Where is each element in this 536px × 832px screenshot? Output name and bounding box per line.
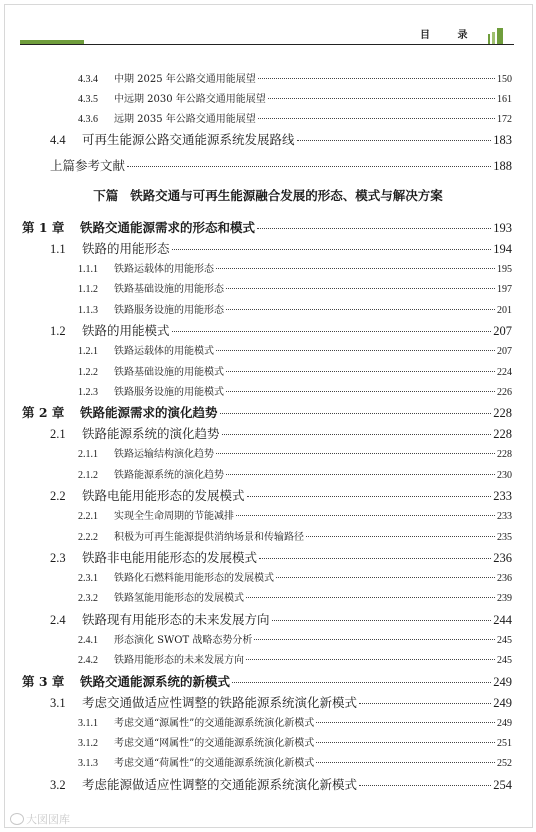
entry-title: 铁路基础设施的用能形态 [114,284,224,296]
entry-page-number: 233 [493,489,512,504]
entry-page-number: 195 [497,264,512,275]
dot-leader [306,536,495,537]
dot-leader [226,288,495,289]
entry-title: 铁路化石燃料能用能形态的发展模式 [114,573,274,584]
entry-number: 3.1 [50,695,66,710]
entry-page-number: 254 [493,777,512,792]
entry-page-number: 244 [493,612,512,627]
entry-page-number: 197 [497,284,512,296]
toc-subsection-entry[interactable] [78,714,512,729]
entry-page-number: 230 [497,469,512,481]
toc-subsection-entry[interactable] [78,589,512,604]
entry-title: 上篇参考文献 [50,158,126,173]
header-decoration [488,28,503,44]
entry-page-number: 236 [493,551,512,565]
entry-page-number: 207 [497,346,512,358]
entry-title: 铁路能源需求的演化趋势 [80,405,218,421]
entry-number: 3.1.1 [78,717,98,729]
entry-title: 铁路能源系统的演化趋势 [82,426,220,442]
dot-leader [226,371,495,372]
dot-leader [359,785,491,786]
entry-title: 实现全生命周期的节能减排 [114,511,234,523]
dot-leader [316,762,495,763]
dot-leader [226,391,495,392]
entry-number: 1.2 [50,324,66,339]
entry-title: 铁路交通能源系统的新模式 [80,673,231,689]
toc-subsection-entry[interactable] [78,301,512,316]
entry-number: 1.1.3 [78,304,98,316]
toc-subsection-entry[interactable] [78,260,512,275]
toc-subsection-entry[interactable] [78,507,512,522]
toc-chapter-entry[interactable] [22,218,512,236]
entry-title: 中远期 2030 年公路交通用能展望 [114,94,266,105]
dot-leader [220,413,492,414]
dot-leader [268,98,495,99]
watermark-text: 大図図库 [26,813,70,826]
toc-section-entry[interactable] [50,424,512,442]
dot-leader [316,722,495,723]
entry-number: 2.3.2 [78,593,98,605]
entry-page-number: 245 [497,655,512,667]
toc-section-entry[interactable] [50,693,512,711]
toc-section-entry[interactable] [50,775,512,793]
entry-page-number: 245 [497,634,512,646]
part-heading [0,186,536,204]
dot-leader [254,639,495,640]
entry-page-number: 252 [497,758,512,770]
dot-leader [222,434,492,435]
entry-number: 第 2 章 [22,405,65,421]
toc-subsection-entry[interactable] [78,528,512,543]
entry-title: 铁路用能形态的未来发展方向 [114,655,244,667]
entry-number: 2.2.2 [78,531,98,543]
toc-section-entry[interactable] [50,486,512,504]
entry-number: 3.1.2 [78,738,98,749]
entry-page-number: 207 [493,324,512,339]
entry-number: 2.2 [50,489,66,504]
part-label: 下篇 [93,188,119,203]
watermark-logo-icon [10,813,24,825]
entry-page-number: 239 [497,593,512,605]
dot-leader [316,742,495,743]
entry-page-number: 150 [497,74,512,85]
entry-page-number: 194 [493,242,512,256]
entry-page-number: 172 [497,114,512,125]
entry-number: 2.4 [50,612,66,627]
entry-title: 铁路的用能形态 [82,241,170,256]
entry-title: 考虑交通“网属性”的交通能源系统演化新模式 [114,738,315,749]
toc-subsection-entry[interactable] [78,734,512,749]
entry-title: 积极为可再生能源提供消纳场景和传输路径 [114,531,304,543]
entry-title: 铁路运输结构演化趋势 [114,449,214,461]
entry-number: 1.1.1 [78,264,98,275]
entry-number: 1.2.2 [78,366,98,378]
dot-leader [258,78,495,79]
dot-leader [226,474,495,475]
dot-leader [236,515,495,516]
dot-leader [276,577,495,578]
toc-subsection-entry[interactable] [78,651,512,666]
entry-number: 2.1.1 [78,449,98,461]
dot-leader [172,249,492,250]
entry-page-number: 251 [497,738,512,749]
entry-number: 1.2.1 [78,346,98,358]
entry-page-number: 201 [497,304,512,316]
entry-number: 2.4.1 [78,634,98,646]
entry-number: 2.1 [50,427,66,442]
entry-title: 铁路基础设施的用能模式 [114,366,224,378]
entry-page-number: 228 [497,449,512,461]
entry-title: 铁路运载体的用能模式 [114,346,214,358]
entry-number: 2.2.1 [78,511,98,523]
toc-subsection-entry[interactable] [78,70,512,85]
dot-leader [359,703,491,704]
toc-subsection-entry[interactable] [78,631,512,646]
toc-subsection-entry[interactable] [78,569,512,584]
entry-title: 铁路交通能源需求的形态和模式 [80,220,256,235]
entry-number: 2.3 [50,551,66,565]
entry-page-number: 228 [493,406,512,421]
entry-number: 4.3.4 [78,74,98,85]
entry-title: 铁路氢能用能形态的发展模式 [114,593,244,605]
entry-title: 考虑交通“源属性”的交通能源系统演化新模式 [114,717,315,729]
entry-page-number: 249 [493,674,512,689]
entry-page-number: 236 [497,573,512,584]
entry-number: 2.3.1 [78,573,98,584]
toc-subsection-entry[interactable] [78,363,512,378]
dot-leader [297,140,492,141]
dot-leader [246,597,495,598]
toc-chapter-entry[interactable] [22,672,512,690]
dot-leader [258,118,495,119]
entry-page-number: 249 [493,695,512,710]
entry-title: 铁路的用能模式 [82,323,170,339]
entry-number: 1.1.2 [78,284,98,296]
entry-number: 4.3.5 [78,94,98,105]
entry-title: 考虑能源做适应性调整的交通能源系统演化新模式 [82,776,358,792]
toc-subsection-entry[interactable] [78,754,512,769]
part-title: 铁路交通与可再生能源融合发展的形态、模式与解决方案 [130,188,443,203]
dot-leader [272,620,492,621]
entry-title: 铁路现有用能形态的未来发展方向 [82,611,270,627]
entry-title: 铁路服务设施的用能形态 [114,304,224,316]
entry-title: 考虑交通做适应性调整的铁路能源系统演化新模式 [82,694,358,710]
entry-number: 1.2.3 [78,387,98,398]
entry-title: 中期 2025 年公路交通用能展望 [114,74,256,85]
dot-leader [216,268,495,269]
entry-number: 1.1 [50,242,66,256]
toc-subsection-entry[interactable] [78,342,512,357]
entry-number: 2.1.2 [78,469,98,481]
dot-leader [232,682,491,683]
watermark [10,811,70,827]
toc-subsection-entry[interactable] [78,280,512,295]
toc-subsection-entry[interactable] [78,110,512,125]
header-rule [20,44,514,45]
toc-subsection-entry[interactable] [78,383,512,398]
toc-subsection-entry[interactable] [78,466,512,481]
entry-page-number: 226 [497,387,512,398]
entry-page-number: 161 [497,94,512,105]
entry-page-number: 183 [493,133,512,147]
toc-section-entry[interactable] [50,239,512,257]
entry-number: 4.4 [50,133,66,147]
entry-page-number: 224 [497,366,512,378]
dot-leader [216,350,495,351]
dot-leader [127,166,491,167]
toc-subsection-entry[interactable] [78,445,512,460]
entry-title: 铁路能源系统的演化趋势 [114,469,224,481]
dot-leader [257,228,491,229]
toc-section-entry[interactable] [50,130,512,148]
entry-page-number: 235 [497,531,512,543]
entry-page-number: 188 [493,159,512,173]
entry-page-number: 249 [497,717,512,729]
entry-page-number: 193 [493,221,512,235]
dot-leader [246,659,495,660]
entry-title: 铁路运载体的用能形态 [114,264,214,275]
toc-section-entry[interactable] [50,610,512,628]
dot-leader [226,309,495,310]
dot-leader [247,496,492,497]
dot-leader [259,558,491,559]
dot-leader [216,453,495,454]
toc-chapter-entry[interactable] [22,403,512,421]
entry-title: 考虑交通“荷属性”的交通能源系统演化新模式 [114,758,315,770]
entry-title: 铁路电能用能形态的发展模式 [82,488,245,504]
entry-title: 远期 2035 年公路交通用能展望 [114,114,256,125]
entry-title: 铁路非电能用能形态的发展模式 [82,550,258,565]
entry-title: 铁路服务设施的用能模式 [114,387,224,398]
entry-number: 2.4.2 [78,655,98,667]
entry-page-number: 233 [497,511,512,523]
entry-number: 4.3.6 [78,114,98,125]
running-header: 目 录 [420,30,480,41]
entry-number: 第 1 章 [22,220,65,235]
entry-number: 第 3 章 [22,673,65,689]
toc-section-entry[interactable] [50,548,512,566]
toc-section-entry[interactable] [50,321,512,339]
entry-number: 3.1.3 [78,758,98,770]
entry-title: 形态演化 SWOT 战略态势分析 [114,634,253,646]
toc-subsection-entry[interactable] [78,90,512,105]
dot-leader [172,331,492,332]
toc-references-entry[interactable] [50,156,512,174]
entry-page-number: 228 [493,427,512,442]
entry-title: 可再生能源公路交通能源系统发展路线 [82,132,295,147]
entry-number: 3.2 [50,777,66,792]
